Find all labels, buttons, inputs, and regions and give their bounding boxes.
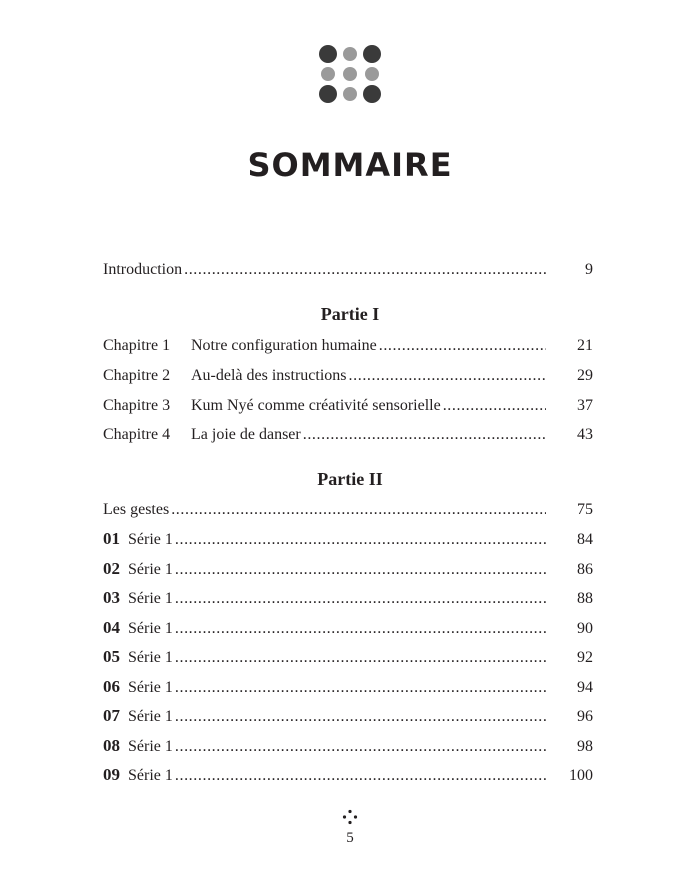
dot-leader (175, 647, 546, 669)
toc-page-number: 75 (577, 501, 593, 518)
chapter-label: Chapitre 4 (103, 426, 171, 443)
series-label: Série 1 (128, 620, 173, 637)
series-number: 02 (103, 559, 120, 578)
dot-leader (175, 706, 546, 728)
toc-entry-series[interactable] (103, 764, 593, 786)
chapter-title: Notre configuration humaine (191, 337, 377, 354)
series-label: Série 1 (128, 767, 173, 784)
dot-leader (175, 765, 546, 787)
toc-entry-series[interactable] (103, 617, 593, 639)
dot-leader (175, 618, 546, 640)
series-label: Série 1 (128, 708, 173, 725)
dot-leader (184, 259, 546, 281)
toc-entry-label: Les gestes (103, 501, 170, 518)
toc-page-number: 98 (577, 738, 593, 755)
toc-entry-series[interactable] (103, 676, 593, 698)
toc-page-number: 84 (577, 531, 593, 548)
four-dot-ornament-icon (342, 809, 358, 825)
dot-leader (175, 529, 546, 551)
chapter-label: Chapitre 2 (103, 367, 171, 384)
toc-entry-series[interactable] (103, 558, 593, 580)
toc-page-number: 9 (585, 261, 593, 278)
chapter-title: Au-delà des instructions (191, 367, 347, 384)
page-number: 5 (346, 830, 354, 846)
chapter-title: La joie de danser (191, 426, 301, 443)
series-number: 05 (103, 647, 120, 666)
chapter-label: Chapitre 3 (103, 397, 171, 414)
toc-entry-series[interactable] (103, 528, 593, 550)
series-number: 01 (103, 529, 120, 548)
part-heading-1: Partie I (320, 304, 380, 324)
series-number: 06 (103, 677, 120, 696)
toc-page-number: 94 (577, 679, 593, 696)
dot-leader (175, 559, 546, 581)
series-number: 09 (103, 765, 120, 784)
series-number: 07 (103, 706, 120, 725)
toc-entry-gestes[interactable] (103, 499, 593, 521)
dot-leader (175, 588, 546, 610)
toc-page-number: 29 (577, 367, 593, 384)
toc-page-number: 37 (577, 397, 593, 414)
series-label: Série 1 (128, 738, 173, 755)
toc-page-number: 21 (577, 337, 593, 354)
dot-grid-logo-icon (319, 45, 381, 103)
toc-entry-chapter[interactable] (103, 424, 593, 446)
dot-leader (349, 365, 546, 387)
dot-leader (175, 736, 546, 758)
dot-leader (171, 499, 546, 521)
toc-entry-chapter[interactable] (103, 365, 593, 387)
toc-page-number: 100 (569, 767, 593, 784)
toc-entry-series[interactable] (103, 705, 593, 727)
series-number: 03 (103, 588, 120, 607)
toc-entry-introduction[interactable] (103, 259, 593, 281)
series-label: Série 1 (128, 590, 173, 607)
part-heading-2: Partie II (317, 469, 383, 489)
dot-leader (379, 335, 546, 357)
chapter-label: Chapitre 1 (103, 337, 171, 354)
toc-entry-chapter[interactable] (103, 395, 593, 417)
series-label: Série 1 (128, 649, 173, 666)
toc-page-number: 90 (577, 620, 593, 637)
series-label: Série 1 (128, 679, 173, 696)
page-title: SOMMAIRE (247, 146, 453, 184)
toc-page-number: 96 (577, 708, 593, 725)
chapter-title: Kum Nyé comme créativité sensorielle (191, 397, 441, 414)
series-number: 04 (103, 618, 120, 637)
series-label: Série 1 (128, 531, 173, 548)
dot-leader (443, 395, 546, 417)
toc-entry-label: Introduction (103, 261, 183, 278)
toc-entry-chapter[interactable] (103, 335, 593, 357)
dot-leader (175, 677, 546, 699)
toc-page-number: 86 (577, 561, 593, 578)
toc-page-number: 92 (577, 649, 593, 666)
series-label: Série 1 (128, 561, 173, 578)
series-number: 08 (103, 736, 120, 755)
toc-entry-series[interactable] (103, 587, 593, 609)
toc-entry-series[interactable] (103, 735, 593, 757)
dot-leader (303, 424, 546, 446)
toc-entry-series[interactable] (103, 646, 593, 668)
toc-page-number: 88 (577, 590, 593, 607)
toc-page-number: 43 (577, 426, 593, 443)
